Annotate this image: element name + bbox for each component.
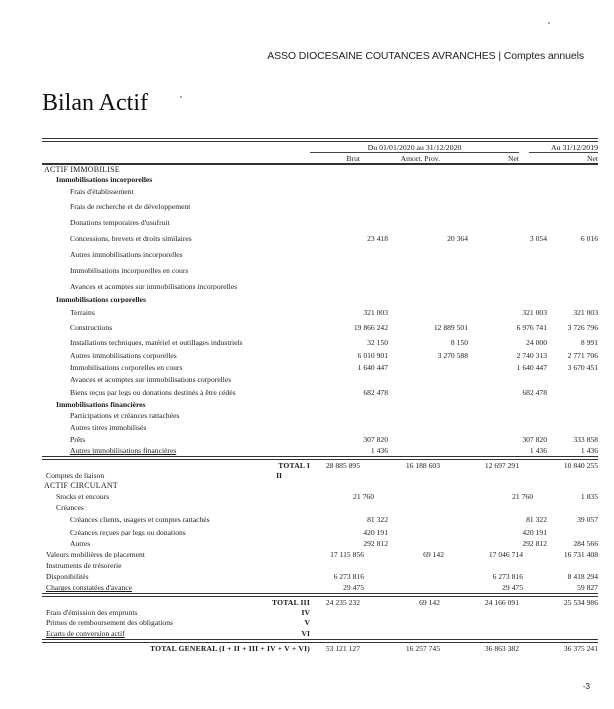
col-net: Net <box>508 153 519 163</box>
column-headers <box>42 153 598 163</box>
table-row: Donations temporaires d'usufruit <box>70 219 170 227</box>
table-row: Concessions, brevets et droits similaires 23 418 20 364 3 054 6 016 <box>70 234 598 244</box>
table-row: Immobilisations corporelles en cours 1 640 447 1 640 447 3 670 451 <box>70 363 598 373</box>
table-row: Biens reçus par legs ou donations destinés à être cédés 682 478 682 478 <box>70 387 547 397</box>
section-actif-immobilise: ACTIF IMMOBILISE <box>44 166 120 174</box>
page-title: Bilan Actif <box>42 90 148 117</box>
table-row: Autres 292 812 292 812 284 566 <box>70 538 598 548</box>
table-row: Installations techniques, matériel et outillages industriels 32 150 8 150 24 000 8 991 <box>70 337 598 347</box>
section-corporelles: Immobilisations corporelles <box>56 295 146 304</box>
current-period-header: Du 01/01/2020 au 31/12/2020 <box>310 143 519 153</box>
table-row: Participations et créances rattachées <box>70 412 180 420</box>
table-row: Disponibilités 6 273 816 6 273 816 8 418 294 <box>46 572 598 582</box>
table-row: Frais de recherche et de développement <box>70 203 191 211</box>
section-financieres: Immobilisations financières <box>56 400 146 409</box>
col-net-prev: Net <box>587 153 598 163</box>
table-row: Créances clients, usagers et comptes rattachés 81 322 81 322 39 057 <box>70 515 598 525</box>
organization-header: ASSO DIOCESAINE COUTANCES AVRANCHES | Comptes annuels <box>267 50 584 62</box>
table-row: Terrains 321 003 321 003 321 003 <box>70 307 598 317</box>
table-row: Avances et acomptes sur immobilisations corporelles <box>70 376 232 384</box>
balance-sheet-table <box>42 138 598 654</box>
table-row: Créances reçues par legs ou donations 420 191 420 191 <box>70 527 547 537</box>
table-row: Avances et acomptes sur immobilisations incorporelles <box>70 282 238 291</box>
frais-emission-row: Frais d'émission des emprunts IV <box>46 607 310 617</box>
page-number: -3 <box>582 682 590 691</box>
col-brut: Brut <box>346 153 360 163</box>
table-row: Autres immobilisations financières 1 436 1 436 1 436 <box>70 446 598 456</box>
table-row: Charges constatées d'avance 29 475 29 475 59 827 <box>46 583 598 593</box>
table-row: Prêts 307 820 307 820 333 858 <box>70 435 598 445</box>
table-row: Autres immobilisations corporelles 6 010 901 3 270 588 2 740 313 2 771 706 <box>70 351 598 361</box>
total-3-row: TOTAL III 24 235 232 69 142 24 166 091 25 534 986 <box>271 597 598 607</box>
scan-speck <box>180 96 182 98</box>
scan-speck <box>548 22 550 24</box>
col-amort: Amort. Prov. <box>400 153 440 163</box>
section-actif-circulant: ACTIF CIRCULANT <box>44 482 118 490</box>
ecarts-row: Ecarts de conversion actif VI <box>46 628 310 638</box>
table-row: Valeurs mobilières de placement 17 115 856 69 142 17 046 714 16 731 408 <box>46 549 598 559</box>
comptes-liaison-row: Comptes de liaison II <box>46 471 282 480</box>
table-row: Constructions 19 866 242 12 889 501 6 976 741 3 726 796 <box>70 322 598 332</box>
table-row: Immobilisations incorporelles en cours <box>70 267 189 275</box>
table-row: Stocks et encours 21 760 21 760 1 835 <box>56 491 598 501</box>
total-general-row: TOTAL GENERAL (I + II + III + IV + V + VI) 53 121 127 16 257 745 36 863 382 36 375 241 <box>149 643 598 653</box>
section-creances: Créances <box>56 503 84 512</box>
total-1-row: TOTAL I 28 885 895 16 188 603 12 697 291 10 840 255 <box>278 460 598 470</box>
primes-row: Primes de remboursement des obligations V <box>46 618 310 628</box>
section-incorporelles: Immobilisations incorporelles <box>56 176 153 184</box>
table-row: Frais d'établissement <box>70 188 134 196</box>
table-row: Autres titres immobilisés <box>70 424 147 432</box>
table-row: Instruments de trésorerie <box>46 561 122 570</box>
period-header-row <box>42 142 598 153</box>
table-row: Autres immobilisations incorporelles <box>70 251 183 259</box>
previous-period-header: Au 31/12/2019 <box>529 143 598 153</box>
